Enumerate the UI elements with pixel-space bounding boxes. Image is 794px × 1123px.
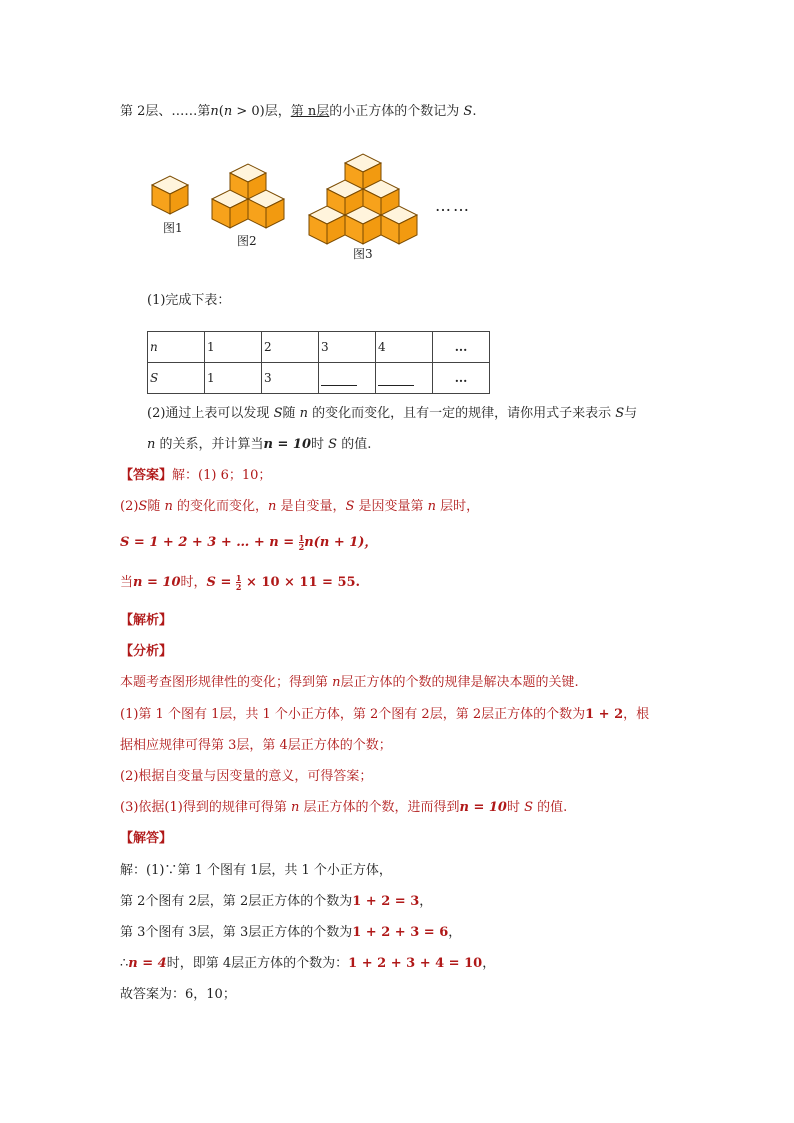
answer-tag: 【答案】 [120, 468, 173, 483]
solution-text: ， [482, 956, 496, 971]
solution-text: ， [419, 894, 433, 909]
analysis-line-1 [120, 674, 579, 692]
table-cell-blank[interactable] [319, 363, 376, 394]
var-s: S [273, 406, 283, 421]
var-n: n [299, 406, 308, 421]
fenxi-tag: 【分析】 [120, 644, 173, 659]
cube-figures [140, 150, 640, 270]
formula: n = 10 [459, 800, 507, 815]
answer-text: 层时， [436, 499, 480, 514]
var-n: n [290, 800, 300, 815]
formula: 1 + 2 + 3 + 4 = 10 [348, 956, 483, 971]
solution-text: ， [448, 925, 462, 940]
fraction-denominator: 2 [298, 542, 305, 552]
analysis-tag: 【解析】 [120, 613, 173, 628]
formula: n = 10 [263, 437, 312, 452]
answer-text: (2) [120, 499, 139, 514]
q2-text: 与 [624, 406, 638, 421]
solution-line-1: 解：(1)∵第 1 个图有 1层，共 1 个小正方体， [120, 863, 392, 878]
formula: 1 + 2 = 3 [352, 894, 420, 909]
table-cell: S [148, 363, 205, 394]
analysis-text: (1)第 1 个图有 1层，共 1 个小正方体，第 2个图有 2层，第 2层正方体的个数为 [120, 707, 586, 722]
formula: S = 1 + 2 + 3 + … + n = [120, 535, 299, 550]
answer-line-3 [120, 534, 377, 552]
nS-table [147, 331, 490, 394]
q2-text: 的变化而变化，且有一定的规律，请你用式子来表示 [307, 406, 616, 421]
answer-text: 当 [120, 575, 134, 590]
table-row [148, 363, 490, 394]
formula: n(n + 1)， [304, 535, 378, 550]
intro-line [120, 103, 476, 121]
table-row [148, 332, 490, 363]
answer-text: 随 [147, 499, 165, 514]
analysis-text: ，根 [623, 707, 650, 722]
formula: × 10 × 11 = 55. [241, 575, 361, 590]
question-2-line-2 [147, 436, 371, 454]
var-s: S [138, 499, 148, 514]
solution-text: ∴ [120, 956, 129, 971]
formula: 1 + 2 [585, 707, 624, 722]
q2-text: 随 [282, 406, 300, 421]
table-cell: 1 [205, 332, 262, 363]
analysis-text: 本题考查图形规律性的变化；得到第 [120, 675, 333, 690]
formula: n = 4 [128, 956, 167, 971]
answer-blank[interactable] [378, 371, 414, 386]
fraction-numerator: 1 [235, 573, 242, 583]
answer-text: 时， [180, 575, 207, 590]
question-1: (1)完成下表： [147, 293, 231, 308]
fraction-denominator: 2 [235, 582, 242, 592]
analysis-text: 的值. [533, 800, 568, 815]
table-cell: ... [433, 363, 490, 394]
var-n: n [267, 499, 277, 514]
q2-text: (2)通过上表可以发现 [147, 406, 274, 421]
answer-text: 的变化而变化， [172, 499, 268, 514]
var-n: n [164, 499, 173, 514]
formula: 1 + 2 + 3 = 6 [352, 925, 449, 940]
var-n: n [427, 499, 437, 514]
analysis-text: 层正方体的个数，进而得到 [299, 800, 460, 815]
intro-text: . [472, 104, 477, 119]
q2-text: 的值. [337, 437, 372, 452]
answer-text: 解：(1) 6；10； [172, 468, 272, 483]
analysis-line-4: (2)根据自变量与因变量的意义，可得答案； [120, 769, 373, 784]
var-s: S [615, 406, 625, 421]
answer-line-4 [120, 574, 360, 592]
analysis-line-5 [120, 799, 567, 817]
solution-line-5: 故答案为：6，10； [120, 987, 236, 1002]
question-2-line-1 [147, 405, 637, 423]
var-s: S [345, 499, 355, 514]
formula: n = 10 [133, 575, 181, 590]
analysis-line-2 [120, 706, 649, 724]
intro-underlined: 第 n层 [290, 104, 330, 119]
intro-text: 的小正方体的个数记为 [329, 104, 464, 119]
analysis-text: 时 [506, 800, 525, 815]
cube-fig1 [152, 176, 188, 214]
table-cell: 3 [319, 332, 376, 363]
table-cell: n [148, 332, 205, 363]
analysis-text: 层正方体的个数的规律是解决本题的关键. [340, 675, 579, 690]
analysis-text: (3)依据(1)得到的规律可得第 [120, 800, 291, 815]
figure-ellipsis: …… [435, 196, 471, 215]
figure-label-3: 图3 [353, 247, 373, 261]
var-n: n [147, 437, 156, 452]
var-n: n [223, 104, 233, 119]
answer-line-1 [120, 467, 271, 485]
solution-text: 第 3个图有 3层，第 3层正方体的个数为 [120, 925, 353, 940]
intro-text: ( [218, 104, 224, 119]
formula: S = [206, 575, 236, 590]
solution-line-3 [120, 924, 461, 942]
solution-line-2 [120, 893, 432, 911]
analysis-line-3: 据相应规律可得第 3层，第 4层正方体的个数； [120, 738, 392, 753]
table-cell: 3 [262, 363, 319, 394]
figure-label-2: 图2 [237, 234, 257, 248]
q2-text: 的关系，并计算当 [155, 437, 264, 452]
q2-text: 时 [311, 437, 329, 452]
var-s: S [328, 437, 338, 452]
intro-text: > 0)层， [232, 104, 291, 119]
var-s: S [524, 800, 534, 815]
var-n: n [210, 104, 219, 119]
table-cell: 1 [205, 363, 262, 394]
solution-text: 第 2个图有 2层，第 2层正方体的个数为 [120, 894, 353, 909]
table-cell-blank[interactable] [376, 363, 433, 394]
solution-line-4 [120, 955, 495, 973]
table-cell: 4 [376, 332, 433, 363]
solution-text: 时，即第 4层正方体的个数为： [166, 956, 349, 971]
var-s: S [463, 104, 473, 119]
table-cell: 2 [262, 332, 319, 363]
intro-text: 第 2层、……第 [120, 104, 211, 119]
fraction-numerator: 1 [298, 533, 305, 543]
jieda-tag: 【解答】 [120, 831, 173, 846]
figure-label-1: 图1 [163, 221, 183, 235]
answer-text: 是自变量， [276, 499, 346, 514]
table-cell: ... [433, 332, 490, 363]
answer-blank[interactable] [321, 371, 357, 386]
var-n: n [332, 675, 341, 690]
answer-line-2 [120, 498, 479, 516]
answer-text: 是因变量第 [354, 499, 428, 514]
